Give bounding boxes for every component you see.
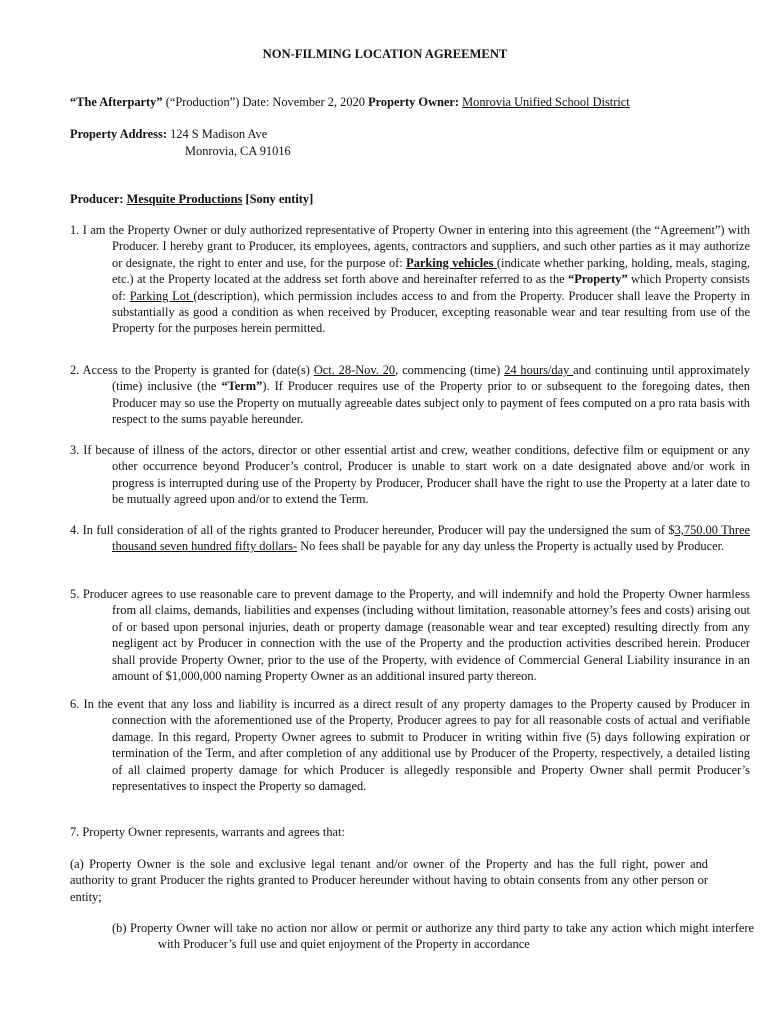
paragraph-7b: (b) Property Owner will take no action nor allow or permit or authorize any third party to take any action which might interfere with Producer’s full use and quiet enjoyment of the Property in accordance [112, 921, 754, 952]
owner-label: Property Owner: [368, 95, 460, 109]
production-paren: (“Production”) [165, 95, 240, 109]
address-line2: Monrovia, CA 91016 [185, 144, 291, 158]
address-label: Property Address: [70, 127, 167, 141]
term-label: “Term” [221, 379, 263, 394]
production-line [70, 94, 630, 110]
document-title: NON-FILMING LOCATION AGREEMENT [262, 47, 508, 61]
producer-entity: [Sony entity] [245, 192, 314, 206]
production-name: “The Afterparty” [70, 95, 163, 109]
paragraph-4: 4. In full consideration of all of the rights granted to Producer hereunder, Producer will pay the undersigned the sum of $3,750.00 Three thousand seven hundred fifty dollars- No fees shall be payable for any day unless the Property is actually used by Producer. [70, 523, 750, 554]
description-value: Parking Lot [129, 288, 194, 303]
time-value: 24 hours/day [504, 363, 574, 377]
paragraph-6: 6. In the event that any loss and liability is incurred as a direct result of any property damages to the Property caused by Producer in connection with the aforementioned use of the Property, Producer agrees to pay for all reasonable costs of actual and verifiable damage. In this regard, Property Owner agrees to submit to Producer in writing within five (5) days following expiration or termination of the Term, and after completion of any additional use by Producer of the Property, respectively, a detailed listing of all claimed property damage for which Producer is allegedly responsible and Property Owner shall permit Producer’s representatives to inspect the Property so damaged. [70, 697, 750, 794]
producer-value: Mesquite Productions [126, 192, 243, 206]
amount-value: 3,750.00 Three thousand seven hundred fifty dollars- [112, 523, 750, 554]
property-term: “Property” [568, 272, 628, 287]
date-label: Date: [242, 95, 270, 109]
paragraph-7a: (a) Property Owner is the sole and exclusive legal tenant and/or owner of the Property and has the full right, power and authority to grant Producer the rights granted to Producer hereunder without having to obtain consents from any other person or entity; [70, 857, 708, 904]
producer-line [70, 191, 313, 207]
paragraph-7: 7. Property Owner represents, warrants and agrees that: [70, 825, 345, 839]
producer-label: Producer: [70, 192, 124, 206]
address-line [70, 126, 267, 142]
purpose-value: Parking vehicles [406, 255, 497, 270]
dates-value: Oct. 28-Nov. 20 [313, 363, 396, 377]
date-value: November 2, 2020 [272, 95, 365, 109]
owner-value: Monrovia Unified School District [462, 95, 630, 109]
paragraph-1: 1. I am the Property Owner or duly authorized representative of Property Owner in entering into this agreement (the “Agreement”) with Producer. I hereby grant to Producer, its employees, agents, contractors and suppliers, and such other parties as it may authorize or designate, the right to enter and use, for the purpose of: Parking vehicles (indicate whether parking, holding, meals, staging, etc.) at the Property located at the address set forth above and hereinafter referred to as the “Property” which Property consists of: Parking Lot (description), which permission includes access to and from the Property. Producer shall leave the Property in substantially as good a condition as when received by Producer, excepting reasonable wear and tear resulting from use of the Property for the purposes herein permitted. [70, 223, 751, 336]
paragraph-2: 2. Access to the Property is granted for (date(s) Oct. 28-Nov. 20, commencing (time) 24 hours/day and continuing until approximately (time) inclusive (the “Term”). If Producer requires use of the Property prior to or subsequent to the foregoing dates, then Producer may so use the Property on mutually agreeable dates subject only to payment of fees computed on a pro rata basis with respect to the sums payable hereunder. [70, 363, 750, 427]
paragraph-3: 3. If because of illness of the actors, director or other essential artist and crew, weather conditions, defective film or equipment or any other occurrence beyond Producer’s control, Producer is unable to start work on a date designated above and/or work in progress is interrupted during use of the Property by Producer, Producer shall have the right to use the Property at a later date to be mutually agreed upon and/or to extend the Term. [70, 443, 750, 507]
address-line1: 124 S Madison Ave [170, 127, 268, 141]
paragraph-5: 5. Producer agrees to use reasonable care to prevent damage to the Property, and will indemnify and hold the Property Owner harmless from all claims, demands, liabilities and expenses (including without limitation, reasonable attorney’s fees and costs) arising out of or based upon personal injuries, death or property damage (reasonable wear and tear excepted) resulting directly from any negligent act by Producer in connection with the use of the Property and the production activities described herein. Producer shall provide Property Owner, prior to the use of the Property, with evidence of Commercial General Liability insurance in an amount of $1,000,000 naming Property Owner as an additional insured party thereon. [70, 587, 750, 684]
